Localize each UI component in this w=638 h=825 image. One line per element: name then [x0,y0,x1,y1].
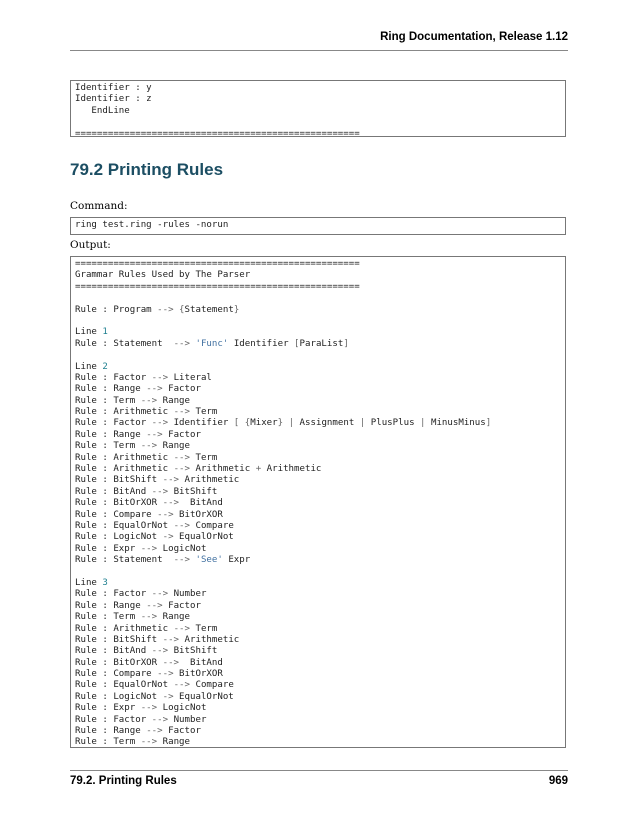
code-line: Rule : Expr --> LogicNot [75,703,207,714]
code-line: Rule : Arithmetic --> Term [75,452,218,463]
command-code-block: ring test.ring -rules -norun [70,217,566,235]
code-line: Rule : Compare --> BitOrXOR [75,669,223,680]
code-line: ==================================================== [75,281,360,292]
code-line: Rule : BitShift --> Arithmetic [75,475,240,486]
code-line: Rule : BitShift --> Arithmetic [75,634,240,645]
code-line: Rule : Arithmetic --> Term [75,623,218,634]
code-line: Rule : Arithmetic --> Term [75,407,218,418]
running-header: Ring Documentation, Release 1.12 [380,31,568,43]
code-line: Rule : Factor --> Identifier [ {Mixer} | Assignment | PlusPlus | MinusMinus] [75,418,492,429]
code-line: Rule : BitOrXOR --> BitAnd [75,657,223,668]
code-line: ==================================================== [75,259,360,269]
code-line: ==================================================== [75,128,360,137]
code-line: Rule : BitOrXOR --> BitAnd [75,498,223,509]
code-line: Rule : Term --> Range [75,395,190,406]
code-line: Rule : Term --> Range [75,441,190,452]
code-line: Rule : Term --> Range [75,612,190,623]
code-line: EndLine [75,105,130,116]
code-line: Rule : Term --> Range [75,737,190,748]
code-line: Rule : Factor --> Number [75,714,207,725]
code-line [75,293,561,304]
code-line: Line 2 [75,361,108,372]
footer-section: 79.2. Printing Rules [70,775,177,787]
code-line: Rule : Factor --> Number [75,589,207,600]
code-line: Rule : Range --> Factor [75,384,201,395]
code-line: Identifier : z [75,94,152,105]
code-line: Rule : Program --> {Statement} [75,304,240,315]
section-title: 79.2 Printing Rules [70,160,224,179]
code-line: Rule : Expr --> LogicNot [75,543,207,554]
code-line [75,117,561,128]
header-divider [70,50,568,51]
code-line [75,567,561,578]
code-line: Rule : Range --> Factor [75,600,201,611]
code-line: Rule : Statement --> 'See' Expr [75,555,251,566]
code-line: Rule : BitAnd --> BitShift [75,646,218,657]
code-line: Grammar Rules Used by The Parser [75,270,251,281]
code-line: Rule : EqualOrNot --> Compare [75,680,234,691]
code-line [75,350,561,361]
code-line: Rule : Arithmetic --> Arithmetic + Arithmetic [75,464,322,475]
code-line: Rule : Statement --> 'Func' Identifier [ParaList] [75,338,349,349]
code-line: Identifier : y [75,83,152,93]
code-line: Line 1 [75,327,108,338]
code-line: Rule : Factor --> Literal [75,372,212,383]
output-code-block [70,256,566,748]
output-label: Output: [70,239,111,251]
code-line: Rule : Compare --> BitOrXOR [75,509,223,520]
footer-divider [70,770,568,771]
code-line: Rule : Range --> Factor [75,726,201,737]
code-line: Rule : Range --> Factor [75,429,201,440]
code-line: Line 3 [75,577,108,588]
code-block-continuation [70,80,566,137]
code-line: Rule : EqualOrNot --> Compare [75,520,234,531]
code-line [75,316,561,327]
command-label: Command: [70,200,128,212]
code-line: Rule : LogicNot -> EqualOrNot [75,691,234,702]
code-line: Rule : BitAnd --> BitShift [75,486,218,497]
code-line: Rule : LogicNot -> EqualOrNot [75,532,234,543]
page-number: 969 [548,775,568,787]
